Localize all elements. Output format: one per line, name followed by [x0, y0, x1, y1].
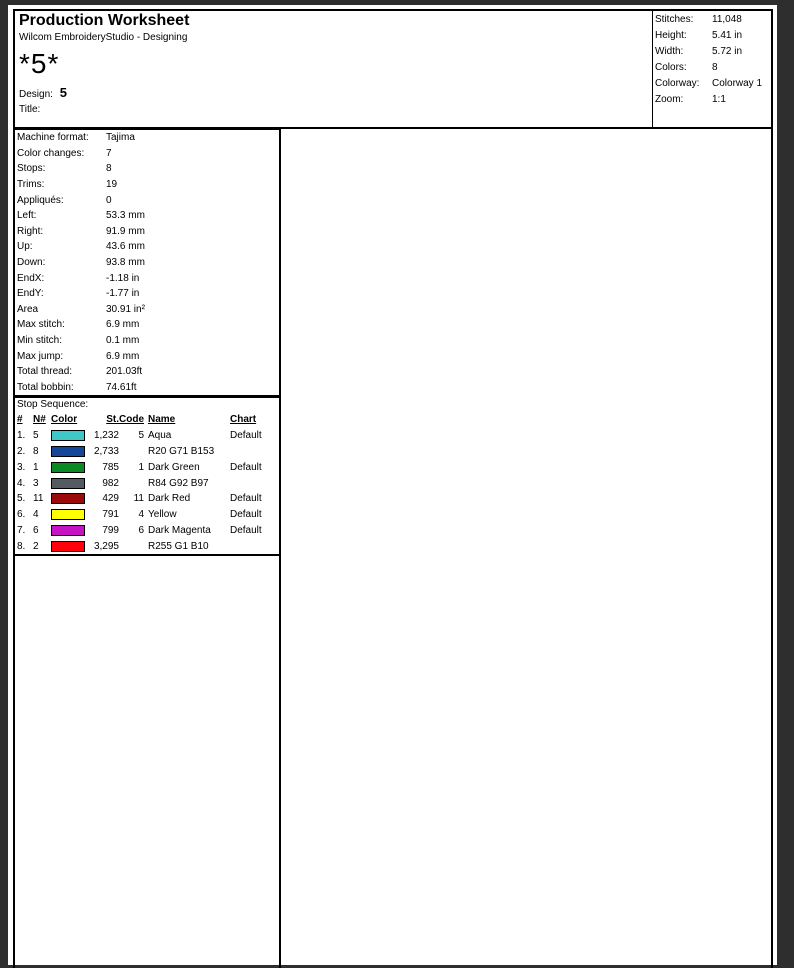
row-color: [51, 459, 89, 475]
stat-label: Trims:: [17, 179, 45, 191]
color-swatch: [51, 541, 85, 552]
header-panel: [13, 9, 773, 129]
col-name-header: Name: [148, 414, 176, 426]
stop-sequence-panel: [13, 396, 281, 556]
table-header-row: [15, 412, 270, 428]
stat-value: -1.18 in: [106, 272, 140, 284]
summary-panel: [652, 11, 775, 127]
stat-value: 7: [106, 147, 112, 159]
summary-label: Stitches:: [655, 13, 694, 25]
app-subtitle: Wilcom EmbroideryStudio - Designing: [19, 32, 188, 43]
summary-row: [655, 91, 775, 107]
design-field: [19, 85, 189, 100]
color-swatch: [51, 509, 85, 520]
row-color: [51, 491, 89, 507]
row-chart: Default: [230, 493, 262, 505]
stat-value: 8: [106, 163, 112, 175]
stat-label: Down:: [17, 257, 46, 269]
table-row: [15, 428, 270, 444]
color-swatch: [51, 478, 85, 489]
row-chart: [230, 444, 270, 460]
row-name: R84 G92 B97: [148, 477, 209, 489]
stat-row: [15, 239, 279, 255]
col-stitches-header: St.: [106, 414, 119, 426]
table-row: [15, 475, 270, 491]
row-chart: Default: [230, 509, 262, 521]
design-value: 5: [59, 85, 67, 100]
color-swatch: [51, 525, 85, 536]
row-index: 8.: [17, 540, 26, 552]
row-chart: Default: [230, 461, 262, 473]
stat-value: 201.03ft: [106, 366, 143, 378]
stat-row: [15, 208, 279, 224]
stat-value: Tajima: [106, 132, 135, 144]
stat-label: Total bobbin:: [17, 381, 74, 393]
stat-row: [15, 161, 279, 177]
row-index: 6.: [17, 509, 26, 521]
stat-value: 43.6 mm: [106, 241, 145, 253]
stat-label: Right:: [17, 225, 44, 237]
row-index: 1.: [17, 430, 26, 442]
row-name: Dark Magenta: [148, 524, 211, 536]
stat-value: 53.3 mm: [106, 210, 145, 222]
row-needle: 3: [33, 477, 39, 489]
summary-label: Colors:: [655, 61, 687, 73]
row-name: Dark Green: [148, 461, 200, 473]
color-swatch: [51, 430, 85, 441]
row-name: Dark Red: [148, 493, 191, 505]
stat-row: [15, 364, 279, 380]
stat-label: Appliqués:: [17, 194, 64, 206]
row-stitches: 799: [102, 524, 119, 536]
row-needle: 2: [33, 540, 39, 552]
row-index: 2.: [17, 445, 26, 457]
stat-label: Max jump:: [17, 350, 64, 362]
stat-label: EndY:: [17, 288, 44, 300]
table-row: [15, 507, 270, 523]
row-stitches: 791: [102, 509, 119, 521]
row-stitches: 982: [102, 477, 119, 489]
header-info: [19, 11, 189, 115]
design-label: Design:: [19, 89, 53, 100]
summary-value: 1:1: [712, 93, 726, 105]
summary-value: 8: [712, 61, 718, 73]
row-needle: 1: [33, 461, 39, 473]
row-stitches: 429: [102, 493, 119, 505]
summary-value: 11,048: [712, 13, 742, 25]
row-color: [51, 507, 89, 523]
table-row: [15, 538, 270, 554]
stat-value: 6.9 mm: [106, 319, 140, 331]
stat-label: Total thread:: [17, 366, 73, 378]
summary-row: [655, 27, 775, 43]
summary-label: Width:: [655, 45, 684, 57]
stat-row: [15, 177, 279, 193]
stat-row: [15, 146, 279, 162]
stat-label: Left:: [17, 210, 37, 222]
row-code: [119, 538, 148, 554]
summary-label: Zoom:: [655, 93, 684, 105]
stat-value: 0.1 mm: [106, 335, 140, 347]
stat-row: [15, 286, 279, 302]
summary-row: [655, 11, 775, 27]
stat-label: Stops:: [17, 163, 46, 175]
stat-value: 91.9 mm: [106, 225, 145, 237]
stat-value: 19: [106, 179, 118, 191]
stat-label: Min stitch:: [17, 335, 63, 347]
stat-value: 74.61ft: [106, 381, 137, 393]
col-index-header: #: [17, 414, 23, 426]
stat-row: [15, 317, 279, 333]
row-code: [119, 444, 148, 460]
row-name: Aqua: [148, 430, 172, 442]
stat-row: [15, 302, 279, 318]
stat-row: [15, 224, 279, 240]
row-color: [51, 523, 89, 539]
stat-value: 30.91 in²: [106, 303, 145, 315]
col-color-header: Color: [51, 414, 78, 426]
color-swatch: [51, 462, 85, 473]
row-code: [119, 475, 148, 491]
stat-value: 0: [106, 194, 112, 206]
page-title: Production Worksheet: [19, 12, 190, 29]
stat-label: EndX:: [17, 272, 45, 284]
row-index: 5.: [17, 493, 26, 505]
summary-value: 5.41 in: [712, 29, 743, 41]
row-chart: Default: [230, 430, 262, 442]
title-field: Title:: [19, 104, 41, 115]
row-needle: 6: [33, 524, 39, 536]
design-name: *5*: [19, 48, 60, 79]
summary-row: [655, 59, 775, 75]
row-code: 1: [138, 461, 144, 473]
row-name: R20 G71 B153: [148, 445, 215, 457]
row-color: [51, 428, 89, 444]
row-index: 7.: [17, 524, 26, 536]
row-index: 4.: [17, 477, 26, 489]
row-stitches: 3,295: [93, 540, 119, 552]
stat-row: [15, 192, 279, 208]
design-stats-panel: [13, 128, 281, 397]
stat-value: -1.77 in: [106, 288, 140, 300]
table-row: [15, 491, 270, 507]
stat-label: Area: [17, 303, 39, 315]
row-code: 4: [138, 509, 144, 521]
row-stitches: 785: [102, 461, 119, 473]
table-row: [15, 523, 270, 539]
stop-sequence-table: [15, 412, 270, 554]
stat-row: [15, 270, 279, 286]
summary-value: 5.72 in: [712, 45, 743, 57]
stat-label: Max stitch:: [17, 319, 65, 331]
stat-label: Up:: [17, 241, 33, 253]
row-name: R255 G1 B10: [148, 540, 209, 552]
stat-row: [15, 380, 279, 396]
row-color: [51, 475, 89, 491]
stat-label: Color changes:: [17, 147, 85, 159]
col-code-header: Code: [119, 414, 144, 426]
row-name: Yellow: [148, 509, 177, 521]
row-code: 11: [133, 493, 144, 505]
row-color: [51, 444, 89, 460]
row-code: 6: [138, 524, 144, 536]
row-stitches: 2,733: [93, 445, 119, 457]
row-needle: 4: [33, 509, 39, 521]
row-needle: 11: [33, 493, 44, 505]
summary-row: [655, 43, 775, 59]
row-chart: [230, 538, 270, 554]
stat-label: Machine format:: [17, 132, 89, 144]
color-swatch: [51, 446, 85, 457]
row-chart: [230, 475, 270, 491]
stat-value: 93.8 mm: [106, 257, 145, 269]
color-swatch: [51, 493, 85, 504]
summary-value: Colorway 1: [712, 77, 763, 89]
col-needle-header: N#: [33, 414, 46, 426]
stat-row: [15, 255, 279, 271]
table-row: [15, 444, 270, 460]
row-needle: 8: [33, 445, 39, 457]
col-chart-header: Chart: [230, 414, 257, 426]
row-color: [51, 538, 89, 554]
row-code: 5: [138, 430, 144, 442]
row-index: 3.: [17, 461, 26, 473]
stat-row: [15, 130, 279, 146]
stat-row: [15, 348, 279, 364]
stat-row: [15, 333, 279, 349]
summary-label: Colorway:: [655, 77, 700, 89]
table-row: [15, 459, 270, 475]
row-chart: Default: [230, 524, 262, 536]
row-needle: 5: [33, 430, 39, 442]
stop-sequence-caption: Stop Sequence:: [17, 399, 89, 410]
stat-value: 6.9 mm: [106, 350, 140, 362]
row-stitches: 1,232: [93, 430, 119, 442]
summary-label: Height:: [655, 29, 687, 41]
summary-row: [655, 75, 775, 91]
